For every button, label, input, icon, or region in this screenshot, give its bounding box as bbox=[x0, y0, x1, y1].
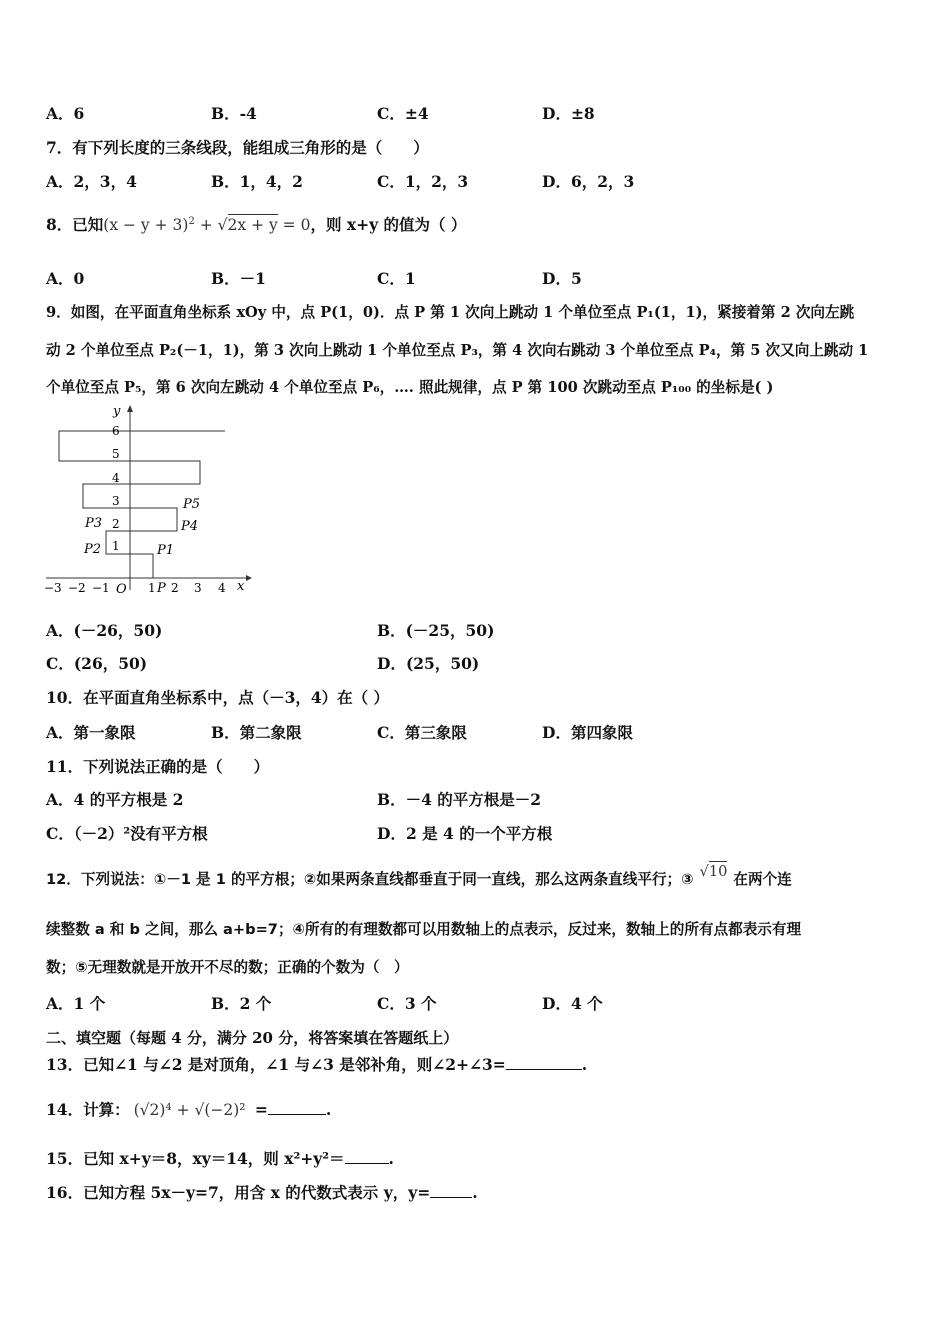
q9-figure bbox=[40, 400, 255, 595]
q8-option-d[interactable]: D．5 bbox=[542, 269, 582, 288]
y-tick-6: 6 bbox=[112, 424, 120, 438]
q14-prefix: 14．计算： bbox=[46, 1100, 130, 1119]
q10-stem: 10．在平面直角坐标系中，点（－3，4）在（ ） bbox=[46, 688, 390, 707]
q7-options bbox=[46, 170, 906, 192]
point-p2-label: P2 bbox=[84, 542, 102, 557]
q11-options-row1 bbox=[46, 788, 906, 810]
q12-sqrt10: √10 bbox=[699, 863, 728, 880]
q11-option-c[interactable]: C．（－2）²没有平方根 bbox=[46, 824, 208, 843]
q9-stem-line2: 动 2 个单位至点 P₂(－1，1)，第 3 次向上跳动 1 个单位至点 P₃，第 4 次向右跳动 3 个单位至点 P₄，第 5 次又向上跳动 1 bbox=[46, 342, 869, 359]
origin-label: O bbox=[116, 582, 127, 595]
y-tick-3: 3 bbox=[112, 494, 120, 508]
q8-formula: $(x - y + 3)^2 + √2x + y = 0$ bbox=[103, 215, 311, 234]
q8-stem bbox=[46, 213, 466, 235]
q12-stem-line2: 续整数 a 和 b 之间，那么 a+b=7；④所有的有理数都可以用数轴上的点表示，反过来，数轴上的所有点都表示有理 bbox=[46, 921, 802, 938]
q11-option-b[interactable]: B．－4 的平方根是－2 bbox=[377, 790, 542, 809]
q8-prefix: 8．已知 bbox=[46, 215, 104, 234]
q11-stem: 11．下列说法正确的是（ ） bbox=[46, 757, 270, 776]
q11-option-d[interactable]: D．2 是 4 的一个平方根 bbox=[377, 824, 553, 843]
q6-options bbox=[46, 102, 906, 124]
q7-option-a[interactable]: A．2，3，4 bbox=[46, 172, 137, 191]
x-tick-neg3: −3 bbox=[44, 581, 62, 595]
q12-line1-text: 12．下列说法：①－1 是 1 的平方根；②如果两条直线都垂直于同一直线，那么这两条直线平行；③ bbox=[46, 871, 694, 888]
q11-options-row2 bbox=[46, 822, 906, 844]
x-tick-neg1: −1 bbox=[92, 581, 110, 595]
q13-stem bbox=[46, 1053, 587, 1075]
q9-option-a[interactable]: A．(－26，50) bbox=[46, 621, 163, 640]
q7-option-b[interactable]: B．1，4，2 bbox=[211, 172, 303, 191]
q16-text: 16．已知方程 5x－y=7，用含 x 的代数式表示 y，y= bbox=[46, 1183, 431, 1202]
q16-answer-blank[interactable] bbox=[430, 1183, 472, 1198]
point-p1-label: P1 bbox=[157, 543, 175, 558]
y-tick-2: 2 bbox=[112, 517, 120, 531]
q14-answer-blank[interactable] bbox=[268, 1100, 326, 1115]
q9-options-row2 bbox=[46, 652, 906, 674]
q14-formula: (√2)⁴ + √(−2)² bbox=[133, 1101, 246, 1119]
q10-options bbox=[46, 721, 906, 743]
q9-option-c[interactable]: C．(26，50) bbox=[46, 654, 148, 673]
q14-end: . bbox=[325, 1100, 332, 1119]
q12-option-c[interactable]: C．3 个 bbox=[377, 994, 437, 1013]
q6-option-c[interactable]: C．±4 bbox=[377, 104, 429, 123]
point-p3-label: P3 bbox=[85, 516, 103, 531]
q9-options-row1 bbox=[46, 619, 906, 641]
q12-options bbox=[46, 992, 906, 1014]
q10-option-d[interactable]: D．第四象限 bbox=[542, 723, 633, 742]
q8-option-a[interactable]: A．0 bbox=[46, 269, 85, 288]
q12-option-b[interactable]: B．2 个 bbox=[211, 994, 272, 1013]
y-tick-1: 1 bbox=[112, 539, 120, 553]
y-tick-4: 4 bbox=[112, 471, 120, 485]
q6-option-d[interactable]: D．±8 bbox=[542, 104, 595, 123]
q6-option-b[interactable]: B．-4 bbox=[211, 104, 257, 123]
q14-stem bbox=[46, 1098, 331, 1120]
q10-option-c[interactable]: C．第三象限 bbox=[377, 723, 467, 742]
point-p4-label: P4 bbox=[181, 519, 199, 534]
q7-stem: 7．有下列长度的三条线段，能组成三角形的是（ ） bbox=[46, 138, 429, 157]
q8-option-c[interactable]: C．1 bbox=[377, 269, 416, 288]
q7-option-c[interactable]: C．1，2，3 bbox=[377, 172, 469, 191]
q10-option-b[interactable]: B．第二象限 bbox=[211, 723, 302, 742]
q9-option-b[interactable]: B．(－25，50) bbox=[377, 621, 495, 640]
q15-text: 15．已知 x+y＝8，xy＝14，则 x²+y²＝ bbox=[46, 1149, 345, 1168]
y-axis-label: y bbox=[113, 404, 121, 419]
q10-option-a[interactable]: A．第一象限 bbox=[46, 723, 136, 742]
q11-option-a[interactable]: A．4 的平方根是 2 bbox=[46, 790, 184, 809]
q12-stem-line3: 数；⑤无理数就是开放开不尽的数；正确的个数为（ ） bbox=[46, 959, 409, 976]
q15-stem bbox=[46, 1147, 394, 1169]
q12-option-d[interactable]: D．4 个 bbox=[542, 994, 603, 1013]
q9-option-d[interactable]: D．(25，50) bbox=[377, 654, 480, 673]
x-tick-2: 2 bbox=[171, 581, 179, 595]
q16-end: . bbox=[472, 1183, 478, 1202]
q7-option-d[interactable]: D．6，2，3 bbox=[542, 172, 635, 191]
q12-stem-line1 bbox=[46, 863, 792, 889]
q15-end: . bbox=[388, 1149, 394, 1168]
x-tick-1: 1 bbox=[148, 581, 156, 595]
x-tick-neg2: −2 bbox=[68, 581, 86, 595]
y-axis-arrow bbox=[127, 405, 133, 412]
q8-options bbox=[46, 267, 906, 289]
x-axis-label: x bbox=[237, 579, 245, 594]
q12-line1-end: 在两个连 bbox=[733, 871, 792, 888]
y-tick-5: 5 bbox=[112, 447, 120, 461]
q6-option-a[interactable]: A．6 bbox=[46, 104, 85, 123]
q16-stem bbox=[46, 1181, 478, 1203]
q13-end: . bbox=[581, 1055, 588, 1074]
q15-answer-blank[interactable] bbox=[345, 1149, 389, 1164]
q8-suffix: ，则 x+y 的值为（ ） bbox=[310, 215, 467, 234]
section-fill-in-heading: 二、填空题（每题 4 分，满分 20 分，将答案填在答题纸上） bbox=[46, 1029, 459, 1047]
point-p5-label: P5 bbox=[183, 497, 201, 512]
point-p-label: P bbox=[157, 581, 166, 595]
x-tick-3: 3 bbox=[194, 581, 202, 595]
x-tick-4: 4 bbox=[218, 581, 226, 595]
q9-stem-line3: 个单位至点 P₅，第 6 次向左跳动 4 个单位至点 P₆，…. 照此规律，点 P 第 100 次跳动至点 P₁₀₀ 的坐标是( ) bbox=[46, 379, 774, 396]
q8-option-b[interactable]: B．－1 bbox=[211, 269, 266, 288]
q14-eq: = bbox=[249, 1100, 268, 1119]
q12-option-a[interactable]: A．1 个 bbox=[46, 994, 106, 1013]
q13-text: 13．已知∠1 与∠2 是对顶角，∠1 与∠3 是邻补角，则∠2+∠3= bbox=[46, 1055, 506, 1074]
q13-answer-blank[interactable] bbox=[506, 1055, 582, 1070]
x-axis-arrow bbox=[246, 575, 252, 581]
q9-stem-line1: 9．如图，在平面直角坐标系 xOy 中，点 P(1，0)．点 P 第 1 次向上跳动 1 个单位至点 P₁(1，1)，紧接着第 2 次向左跳 bbox=[46, 304, 855, 321]
